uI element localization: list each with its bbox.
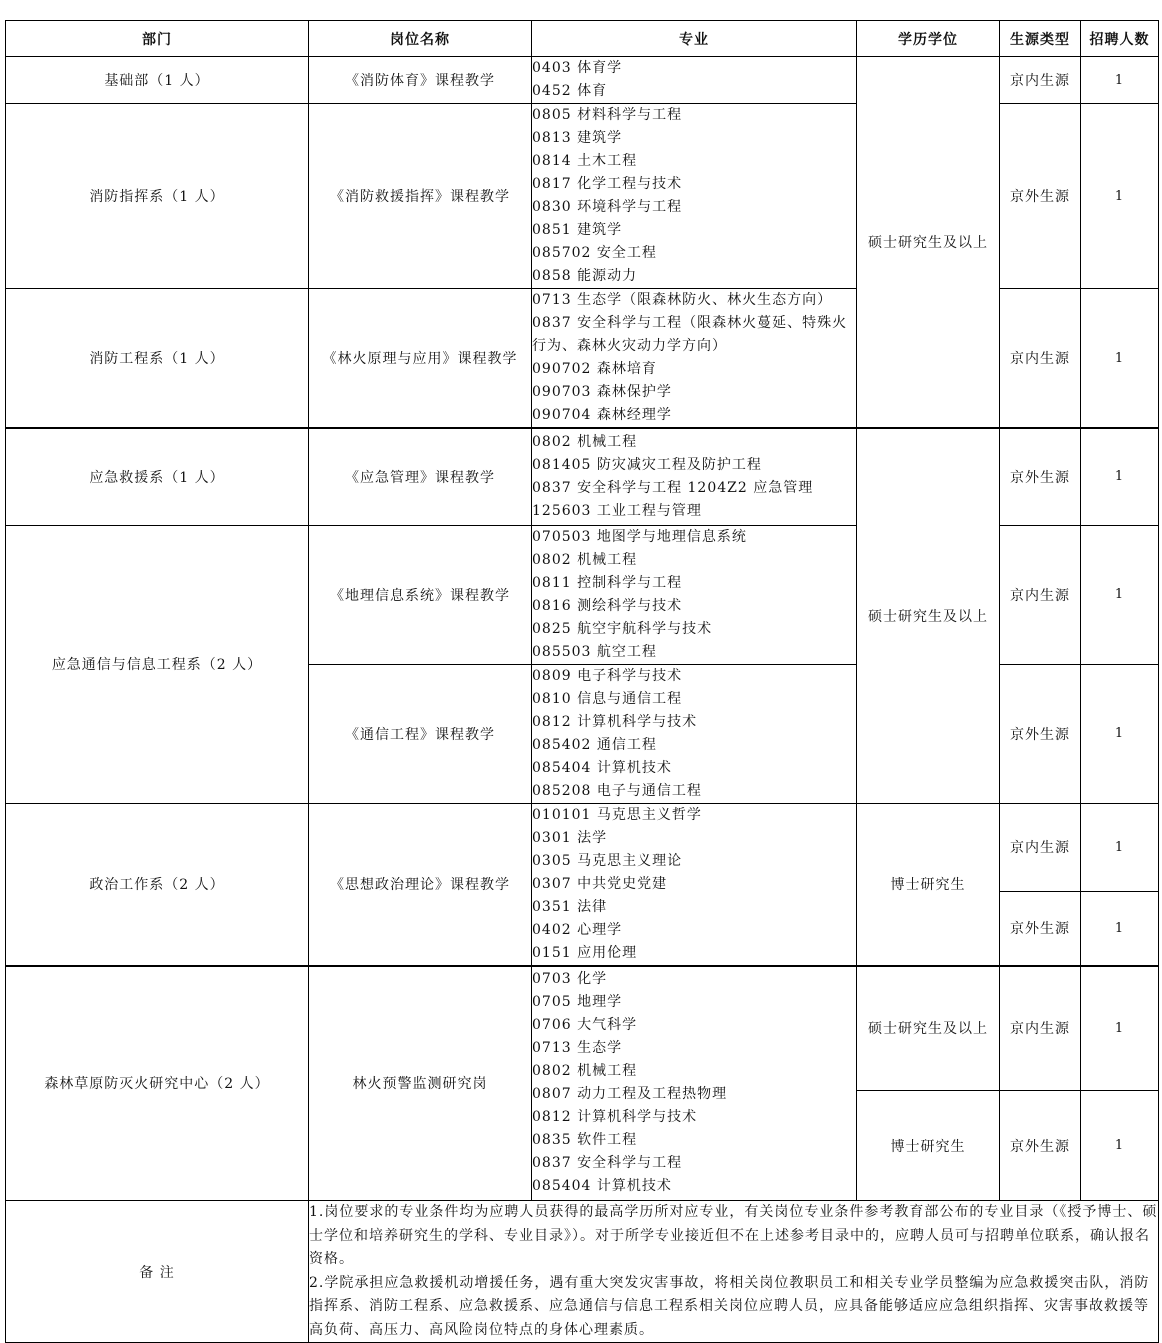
source-cell: 京外生源 <box>1000 428 1081 525</box>
post-cell: 林火预警监测研究岗 <box>309 966 532 1201</box>
education-cell: 硕士研究生及以上 <box>857 966 1000 1091</box>
major-cell <box>532 104 857 289</box>
post-cell: 《林火原理与应用》课程教学 <box>309 289 532 429</box>
major-item: 0837 安全科学与工程 1204Z2 应急管理 <box>532 479 814 496</box>
major-item: 0858 能源动力 <box>532 268 638 284</box>
source-cell: 京内生源 <box>1000 289 1081 429</box>
count-cell: 1 <box>1081 104 1159 289</box>
source-cell: 京内生源 <box>1000 966 1081 1091</box>
source-cell: 京外生源 <box>1000 1091 1081 1201</box>
header-dept: 部门 <box>6 21 309 57</box>
count-cell: 1 <box>1081 525 1159 664</box>
notes-row <box>6 1201 1159 1343</box>
major-item: 0307 中共党史党建 <box>532 875 668 892</box>
major-item: 0301 法学 <box>532 829 608 846</box>
education-cell: 硕士研究生及以上 <box>857 57 1000 429</box>
post-cell: 《通信工程》课程教学 <box>309 664 532 803</box>
major-item: 0837 安全科学与工程（限森林火蔓延、特殊火行为、森林火灾动力学方向） <box>532 315 848 354</box>
dept-cell: 应急救援系（1 人） <box>6 428 309 525</box>
major-item: 085402 通信工程 <box>532 736 657 753</box>
count-cell: 1 <box>1081 664 1159 803</box>
source-cell: 京外生源 <box>1000 104 1081 289</box>
count-cell: 1 <box>1081 289 1159 429</box>
major-cell <box>532 57 857 104</box>
count-cell: 1 <box>1081 57 1159 104</box>
major-item: 085208 电子与通信工程 <box>532 782 702 799</box>
major-item: 090704 森林经理学 <box>532 407 672 423</box>
major-item: 0851 建筑学 <box>532 222 623 238</box>
header-row <box>6 21 1159 57</box>
header-count: 招聘人数 <box>1081 21 1159 57</box>
table-row <box>6 803 1159 891</box>
table-row <box>6 966 1159 1091</box>
post-cell: 《应急管理》课程教学 <box>309 428 532 525</box>
post-cell: 《消防救援指挥》课程教学 <box>309 104 532 289</box>
major-item: 0835 软件工程 <box>532 1132 638 1149</box>
major-cell <box>532 428 857 525</box>
education-cell: 博士研究生 <box>857 1091 1000 1201</box>
major-item: 0814 土木工程 <box>532 153 638 169</box>
major-item: 0812 计算机科学与技术 <box>532 713 698 730</box>
major-item: 0812 计算机科学与技术 <box>532 1109 698 1126</box>
major-item: 090702 森林培育 <box>532 361 657 377</box>
major-item: 0807 动力工程及工程热物理 <box>532 1086 728 1103</box>
header-post: 岗位名称 <box>309 21 532 57</box>
major-item: 0452 体育 <box>532 83 608 99</box>
major-cell <box>532 803 857 966</box>
major-item: 090703 森林保护学 <box>532 384 672 400</box>
notes-label: 备 注 <box>6 1201 309 1343</box>
major-item: 0825 航空宇航科学与技术 <box>532 620 713 637</box>
source-cell: 京内生源 <box>1000 525 1081 664</box>
dept-cell: 消防工程系（1 人） <box>6 289 309 429</box>
major-item: 125603 工业工程与管理 <box>532 502 702 519</box>
note-item-2: 2.学院承担应急救援机动增援任务，遇有重大突发灾害事故，将相关岗位教职员工和相关专业学员整编为应急救援突击队，消防指挥系、消防工程系、应急救援系、应急通信与信息工程系相关岗位应聘人员，应具备能够适应应急组织指挥、灾害事故救援等高负荷、高压力、高风险岗位特点的身体心理素质。 <box>309 1274 1150 1338</box>
source-cell: 京内生源 <box>1000 57 1081 104</box>
count-cell: 1 <box>1081 1091 1159 1201</box>
major-cell <box>532 289 857 429</box>
major-item: 085404 计算机技术 <box>532 1178 672 1195</box>
major-item: 0351 法律 <box>532 898 608 915</box>
post-cell: 《思想政治理论》课程教学 <box>309 803 532 966</box>
dept-cell: 基础部（1 人） <box>6 57 309 104</box>
major-item: 0705 地理学 <box>532 994 623 1011</box>
major-item: 0713 生态学 <box>532 1040 623 1057</box>
major-item: 085404 计算机技术 <box>532 759 672 776</box>
source-cell: 京内生源 <box>1000 803 1081 891</box>
major-item: 0802 机械工程 <box>532 551 638 568</box>
note-item-1: 1.岗位要求的专业条件均为应聘人员获得的最高学历所对应专业，有关岗位专业条件参考教育部公布的专业目录（《授予博士、硕士学位和培养研究生的学科、专业目录》）。对于所学专业接近但不在上述参考目录中的，应聘人员可与招聘单位联系，确认报名资格。 <box>309 1204 1158 1267</box>
count-cell: 1 <box>1081 891 1159 965</box>
major-item: 070503 地图学与地理信息系统 <box>532 528 747 545</box>
dept-cell: 消防指挥系（1 人） <box>6 104 309 289</box>
education-cell: 博士研究生 <box>857 803 1000 966</box>
education-cell: 硕士研究生及以上 <box>857 428 1000 803</box>
major-item: 081405 防灾减灾工程及防护工程 <box>532 456 762 473</box>
dept-cell: 森林草原防灭火研究中心（2 人） <box>6 966 309 1201</box>
source-cell: 京外生源 <box>1000 664 1081 803</box>
major-item: 0305 马克思主义理论 <box>532 852 683 869</box>
major-item: 0151 应用伦理 <box>532 944 638 961</box>
recruitment-table <box>5 20 1159 1343</box>
major-item: 0805 材料科学与工程 <box>532 107 683 123</box>
header-source: 生源类型 <box>1000 21 1081 57</box>
table-row <box>6 428 1159 525</box>
major-cell <box>532 664 857 803</box>
major-item: 0811 控制科学与工程 <box>532 574 683 591</box>
major-item: 0713 生态学（限森林防火、林火生态方向） <box>532 292 833 308</box>
major-item: 0802 机械工程 <box>532 433 638 450</box>
major-item: 0402 心理学 <box>532 921 623 938</box>
major-item: 0403 体育学 <box>532 60 623 76</box>
post-cell: 《消防体育》课程教学 <box>309 57 532 104</box>
count-cell: 1 <box>1081 428 1159 525</box>
major-item: 085702 安全工程 <box>532 245 657 261</box>
count-cell: 1 <box>1081 966 1159 1091</box>
major-item: 0830 环境科学与工程 <box>532 199 683 215</box>
post-cell: 《地理信息系统》课程教学 <box>309 525 532 664</box>
major-item: 0810 信息与通信工程 <box>532 690 683 707</box>
major-item: 0837 安全科学与工程 <box>532 1155 683 1172</box>
notes-text <box>309 1201 1159 1343</box>
major-cell <box>532 966 857 1201</box>
source-cell: 京外生源 <box>1000 891 1081 965</box>
major-item: 0809 电子科学与技术 <box>532 667 683 684</box>
major-item: 0813 建筑学 <box>532 130 623 146</box>
dept-cell: 政治工作系（2 人） <box>6 803 309 966</box>
major-item: 0706 大气科学 <box>532 1017 638 1034</box>
major-item: 0816 测绘科学与技术 <box>532 597 683 614</box>
major-item: 0703 化学 <box>532 971 608 988</box>
header-major: 专业 <box>532 21 857 57</box>
major-item: 0802 机械工程 <box>532 1063 638 1080</box>
major-cell <box>532 525 857 664</box>
count-cell: 1 <box>1081 803 1159 891</box>
major-item: 010101 马克思主义哲学 <box>532 806 702 823</box>
major-item: 0817 化学工程与技术 <box>532 176 683 192</box>
header-education: 学历学位 <box>857 21 1000 57</box>
dept-cell: 应急通信与信息工程系（2 人） <box>6 525 309 803</box>
major-item: 085503 航空工程 <box>532 643 657 660</box>
table-row <box>6 57 1159 104</box>
